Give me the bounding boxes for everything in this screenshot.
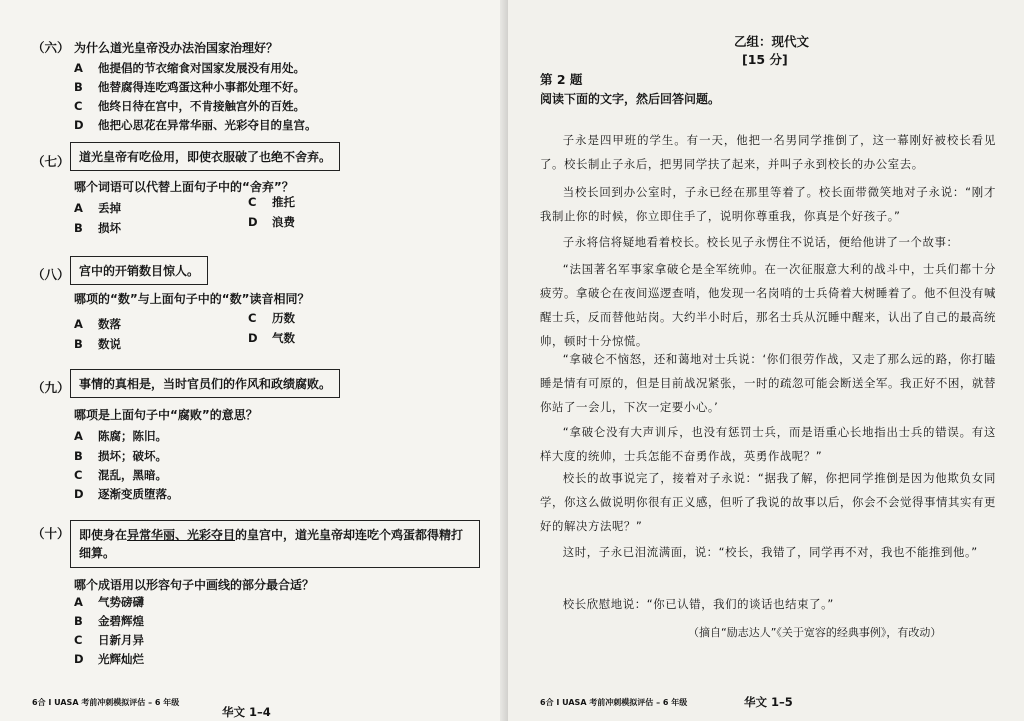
section-marks: [15 分] — [742, 52, 788, 67]
section-title: 乙组：现代文 — [734, 34, 810, 49]
passage-paragraph-7: 校长的故事说完了，接着对子永说：“据我了解，你把同学推倒是因为他欺负女同学，你这么做说明你很有正义感，但听了我说的故事以后，你会不会觉得事情其实有更好的解决方法呢？” — [540, 471, 996, 533]
option-10c[interactable]: C 日新月异 — [74, 633, 144, 647]
question-9-boxed-sentence: 事情的真相是，当时官员们的作风和政绩腐败。 — [70, 369, 340, 398]
right-page-number: 华文 1–5 — [744, 695, 793, 709]
passage-paragraph-2: 当校长回到办公室时，子永已经在那里等着了。校长面带微笑地对子永说：“刚才我制止你的时候，你立即住手了，说明你尊重我，你真是个好孩子。” — [540, 185, 996, 223]
option-10b[interactable]: B 金碧辉煌 — [74, 614, 144, 628]
right-footer: 6合 I UASA 考前冲刺模拟评估 – 6 年级 — [540, 698, 688, 707]
passage-paragraph-4: “法国著名军事家拿破仑是全军统帅。在一次征服意大利的战斗中，士兵们都十分疲劳。拿破仑在夜间巡逻查哨，他发现一名岗哨的士兵倚着大树睡着了。他不但没有喊醒士兵，反而替他站岗。大约半小时后，那名士兵从沉睡中醒来，认出了自己的最高统帅，顿时十分惊慌。 — [540, 262, 996, 348]
right-page — [508, 0, 1024, 721]
option-9c[interactable]: C 混乱，黑暗。 — [74, 468, 167, 482]
question-8-number: （八） — [32, 267, 70, 282]
question-10-stem: 哪个成语用以形容句子中画线的部分最合适？ — [74, 578, 315, 592]
passage-paragraph-1: 子永是四甲班的学生。有一天，他把一名男同学推倒了，这一幕刚好被校长看见了。校长制止子永后，把男同学扶了起来，并叫子永到校长的办公室去。 — [540, 133, 996, 171]
passage-paragraph-5: “拿破仑不恼怒，还和蔼地对士兵说：‘你们很劳作战，又走了那么远的路，你打瞌睡是情有可原的，但是目前战况紧张，一时的疏忽可能会断送全军。我正好不困，就替你站了一会儿，下次一定要小心。’ — [540, 352, 996, 414]
passage-paragraph-6: “拿破仑没有大声训斥，也没有惩罚士兵，而是语重心长地指出士兵的错误。有这样大度的统帅，士兵怎能不奋勇作战，英勇作战呢？” — [540, 425, 996, 463]
passage-paragraph-8: 这时，子永已泪流满面，说：“校长，我错了，同学再不对，我也不能推到他。” — [562, 545, 978, 559]
question-10 — [32, 520, 492, 670]
option-9b[interactable]: B 损坏；破坏。 — [74, 449, 167, 463]
option-7c[interactable]: C 推托 — [248, 195, 295, 209]
question-10-boxed-sentence: 即使身在异常华丽、光彩夺目的皇宫中，道光皇帝却连吃个鸡蛋都得精打细算。 — [70, 520, 480, 568]
question-10-number: （十） — [32, 526, 70, 541]
option-6a[interactable]: A 他提倡的节衣缩食对国家发展没有用处。 — [74, 61, 305, 75]
underlined-phrase: 异常华丽、光彩夺目 — [127, 528, 236, 542]
option-6d[interactable]: D 他把心思花在异常华丽、光彩夺目的皇宫。 — [74, 118, 317, 132]
option-7a[interactable]: A 丢掉 — [74, 201, 121, 215]
option-8a[interactable]: A 数落 — [74, 317, 121, 331]
option-8b[interactable]: B 数说 — [74, 337, 121, 351]
question-7-number: （七） — [32, 154, 70, 169]
option-8d[interactable]: D 气数 — [248, 331, 295, 345]
question-9 — [32, 369, 492, 505]
question-7 — [32, 142, 492, 242]
question-9-stem: 哪项是上面句子中“腐败”的意思？ — [74, 408, 258, 422]
question-6-number: （六） — [32, 40, 70, 55]
option-7b[interactable]: B 损坏 — [74, 221, 121, 235]
question-7-boxed-sentence: 道光皇帝有吃俭用，即使衣服破了也绝不舍弃。 — [70, 142, 340, 171]
passage-paragraph-9: 校长欣慰地说：“你已认错，我们的谈话也结束了。” — [562, 597, 834, 611]
question-8-boxed-sentence: 宫中的开销数目惊人。 — [70, 256, 208, 285]
passage-source: （摘自“励志达人”《关于宽容的经典事例》，有改动） — [688, 626, 942, 639]
question-number: 第 2 题 — [540, 72, 583, 87]
option-6c[interactable]: C 他终日待在宫中，不肯接触宫外的百姓。 — [74, 99, 305, 113]
instruction: 阅读下面的文字，然后回答问题。 — [540, 92, 721, 106]
question-8 — [32, 256, 492, 352]
question-6 — [32, 38, 492, 130]
question-8-stem: 哪项的“数”与上面句子中的“数”读音相同？ — [74, 292, 310, 306]
option-9a[interactable]: A 陈腐；陈旧。 — [74, 429, 167, 443]
left-footer: 6合 I UASA 考前冲刺模拟评估 – 6 年级 — [32, 698, 180, 707]
question-9-number: （九） — [32, 380, 70, 395]
passage-paragraph-3: 子永将信将疑地看着校长。校长见子永愣住不说话，便给他讲了一个故事： — [562, 235, 959, 249]
option-6b[interactable]: B 他替腐得连吃鸡蛋这种小事都处理不好。 — [74, 80, 305, 94]
question-6-stem: 为什么道光皇帝没办法治国家治理好？ — [74, 41, 279, 55]
left-page — [0, 0, 508, 721]
option-8c[interactable]: C 历数 — [248, 311, 295, 325]
option-10d[interactable]: D 光辉灿烂 — [74, 652, 144, 666]
left-page-number: 华文 1–4 — [222, 705, 271, 719]
question-7-stem: 哪个词语可以代替上面句子中的“舍弃”？ — [74, 180, 294, 194]
option-9d[interactable]: D 逐渐变质堕落。 — [74, 487, 179, 501]
option-10a[interactable]: A 气势磅礴 — [74, 595, 144, 609]
option-7d[interactable]: D 浪费 — [248, 215, 295, 229]
